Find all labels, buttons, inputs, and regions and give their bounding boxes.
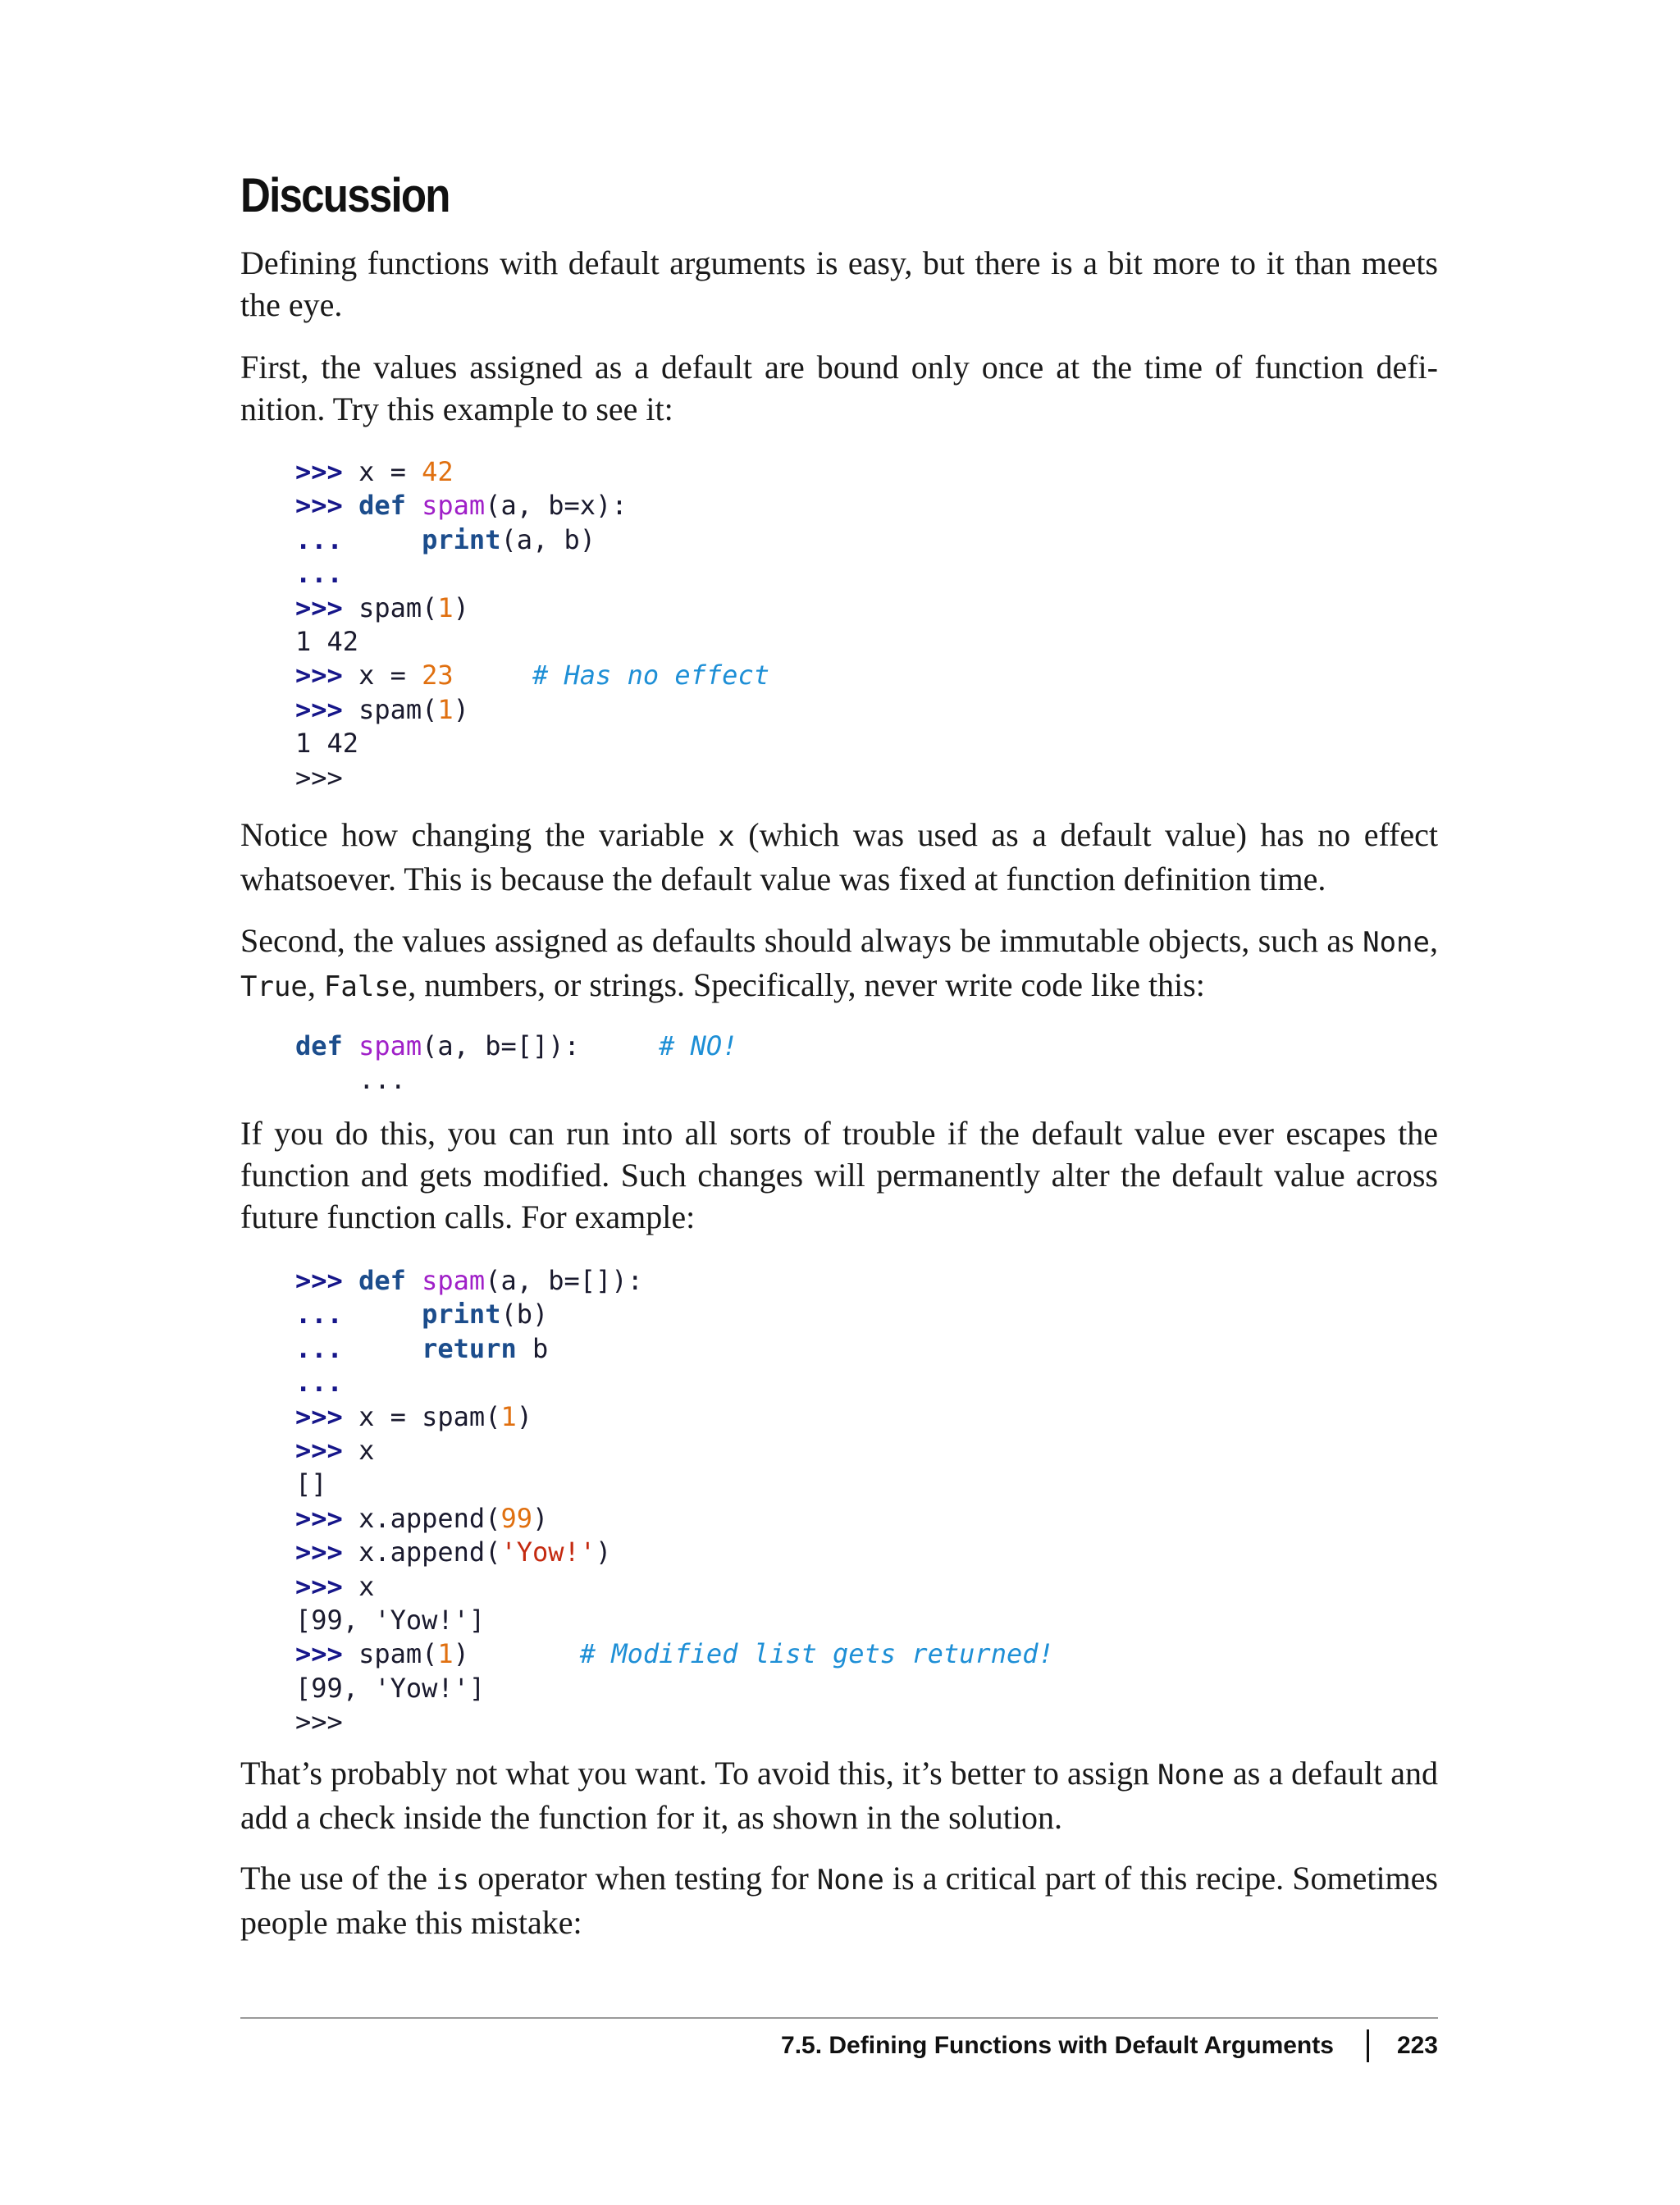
code-line: ... print(b) bbox=[295, 1299, 549, 1331]
paragraph-notice: Notice how changing the variable x (which was used as a default value) has no effect whatsoever. This is because the default value was fixed at function definition time. bbox=[240, 816, 1438, 897]
code-comment: # NO! bbox=[659, 1030, 738, 1061]
code-line: ... bbox=[295, 1367, 343, 1399]
code-output: [99, 'Yow!'] bbox=[295, 1672, 486, 1704]
code-line: >>> x bbox=[295, 1434, 375, 1466]
footer-section-title: 7.5. Defining Functions with Default Arguments bbox=[781, 2032, 1334, 2059]
code-output: >>> bbox=[295, 761, 343, 793]
paragraph-avoid: That’s probably not what you want. To avoid this, it’s better to assign None as a default and add a check inside the function for it, as shown in the solution. bbox=[240, 1755, 1438, 1836]
code-line: >>> x = 42 bbox=[295, 456, 454, 487]
code-line: >>> def spam(a, b=[]): bbox=[295, 1265, 643, 1296]
footer-divider bbox=[240, 2017, 1438, 2019]
inline-code: None bbox=[816, 1864, 884, 1897]
code-line: >>> spam(1) bbox=[295, 591, 469, 623]
paragraph-trouble: If you do this, you can run into all sorts of trouble if the default value ever escapes the function and gets modified. Such changes will permanently alter the default value across future function calls. For example: bbox=[240, 1115, 1438, 1235]
code-line: >>> x.append(99) bbox=[295, 1502, 549, 1534]
code-line: >>> x = 23 # Has no effect bbox=[295, 660, 769, 692]
code-line: >>> spam(1) # Modified list gets returned! bbox=[295, 1638, 1054, 1670]
code-line: ... return b bbox=[295, 1332, 549, 1364]
page-footer bbox=[781, 2029, 1438, 2062]
inline-code: True bbox=[240, 970, 308, 1003]
paragraph-is-operator: The use of the is operator when testing for None is a critical part of this recipe. Sometimes people make this mistake: bbox=[240, 1860, 1438, 1941]
paragraph-first-point: First, the values assigned as a default are bound only once at the time of function definition. Try this example to see it: bbox=[240, 349, 1438, 427]
code-output: 1 42 bbox=[295, 728, 359, 760]
code-line: >>> x bbox=[295, 1570, 375, 1602]
code-output: [] bbox=[295, 1468, 327, 1500]
inline-code: None bbox=[1157, 1759, 1225, 1792]
code-output: [99, 'Yow!'] bbox=[295, 1604, 486, 1636]
code-line: ... bbox=[295, 558, 343, 590]
code-output: 1 42 bbox=[295, 625, 359, 657]
paragraph-intro: Defining functions with default arguments is easy, but there is a bit more to it than meets the eye. bbox=[240, 244, 1438, 323]
inline-code: False bbox=[323, 970, 409, 1003]
paragraph-second-point: Second, the values assigned as defaults should always be immutable objects, such as None, True, False, numbers, or strings. Specifically, never write code like this: bbox=[240, 922, 1438, 1003]
code-comment: # Modified list gets returned! bbox=[579, 1638, 1054, 1670]
code-line: ... bbox=[358, 1064, 406, 1096]
code-line: >>> x.append('Yow!') bbox=[295, 1536, 612, 1568]
code-output: >>> bbox=[295, 1706, 343, 1738]
inline-code: is bbox=[436, 1864, 470, 1897]
code-block-modified-list bbox=[295, 1264, 1054, 1739]
inline-code: None bbox=[1363, 926, 1430, 959]
code-line: >>> def spam(a, b=x): bbox=[295, 490, 628, 522]
code-block-mutable-default bbox=[295, 1029, 737, 1098]
code-line: >>> x = spam(1) bbox=[295, 1400, 532, 1432]
code-line: ... print(a, b) bbox=[295, 523, 596, 555]
section-heading: Discussion bbox=[240, 169, 450, 222]
code-block-default-binding bbox=[295, 455, 769, 795]
code-comment: # Has no effect bbox=[532, 660, 769, 692]
inline-code: x bbox=[718, 820, 735, 853]
code-line: >>> spam(1) bbox=[295, 693, 469, 725]
page-number: 223 bbox=[1396, 2032, 1438, 2059]
code-line: def spam(a, b=[]): # NO! bbox=[295, 1030, 738, 1061]
footer-separator bbox=[1367, 2029, 1369, 2062]
